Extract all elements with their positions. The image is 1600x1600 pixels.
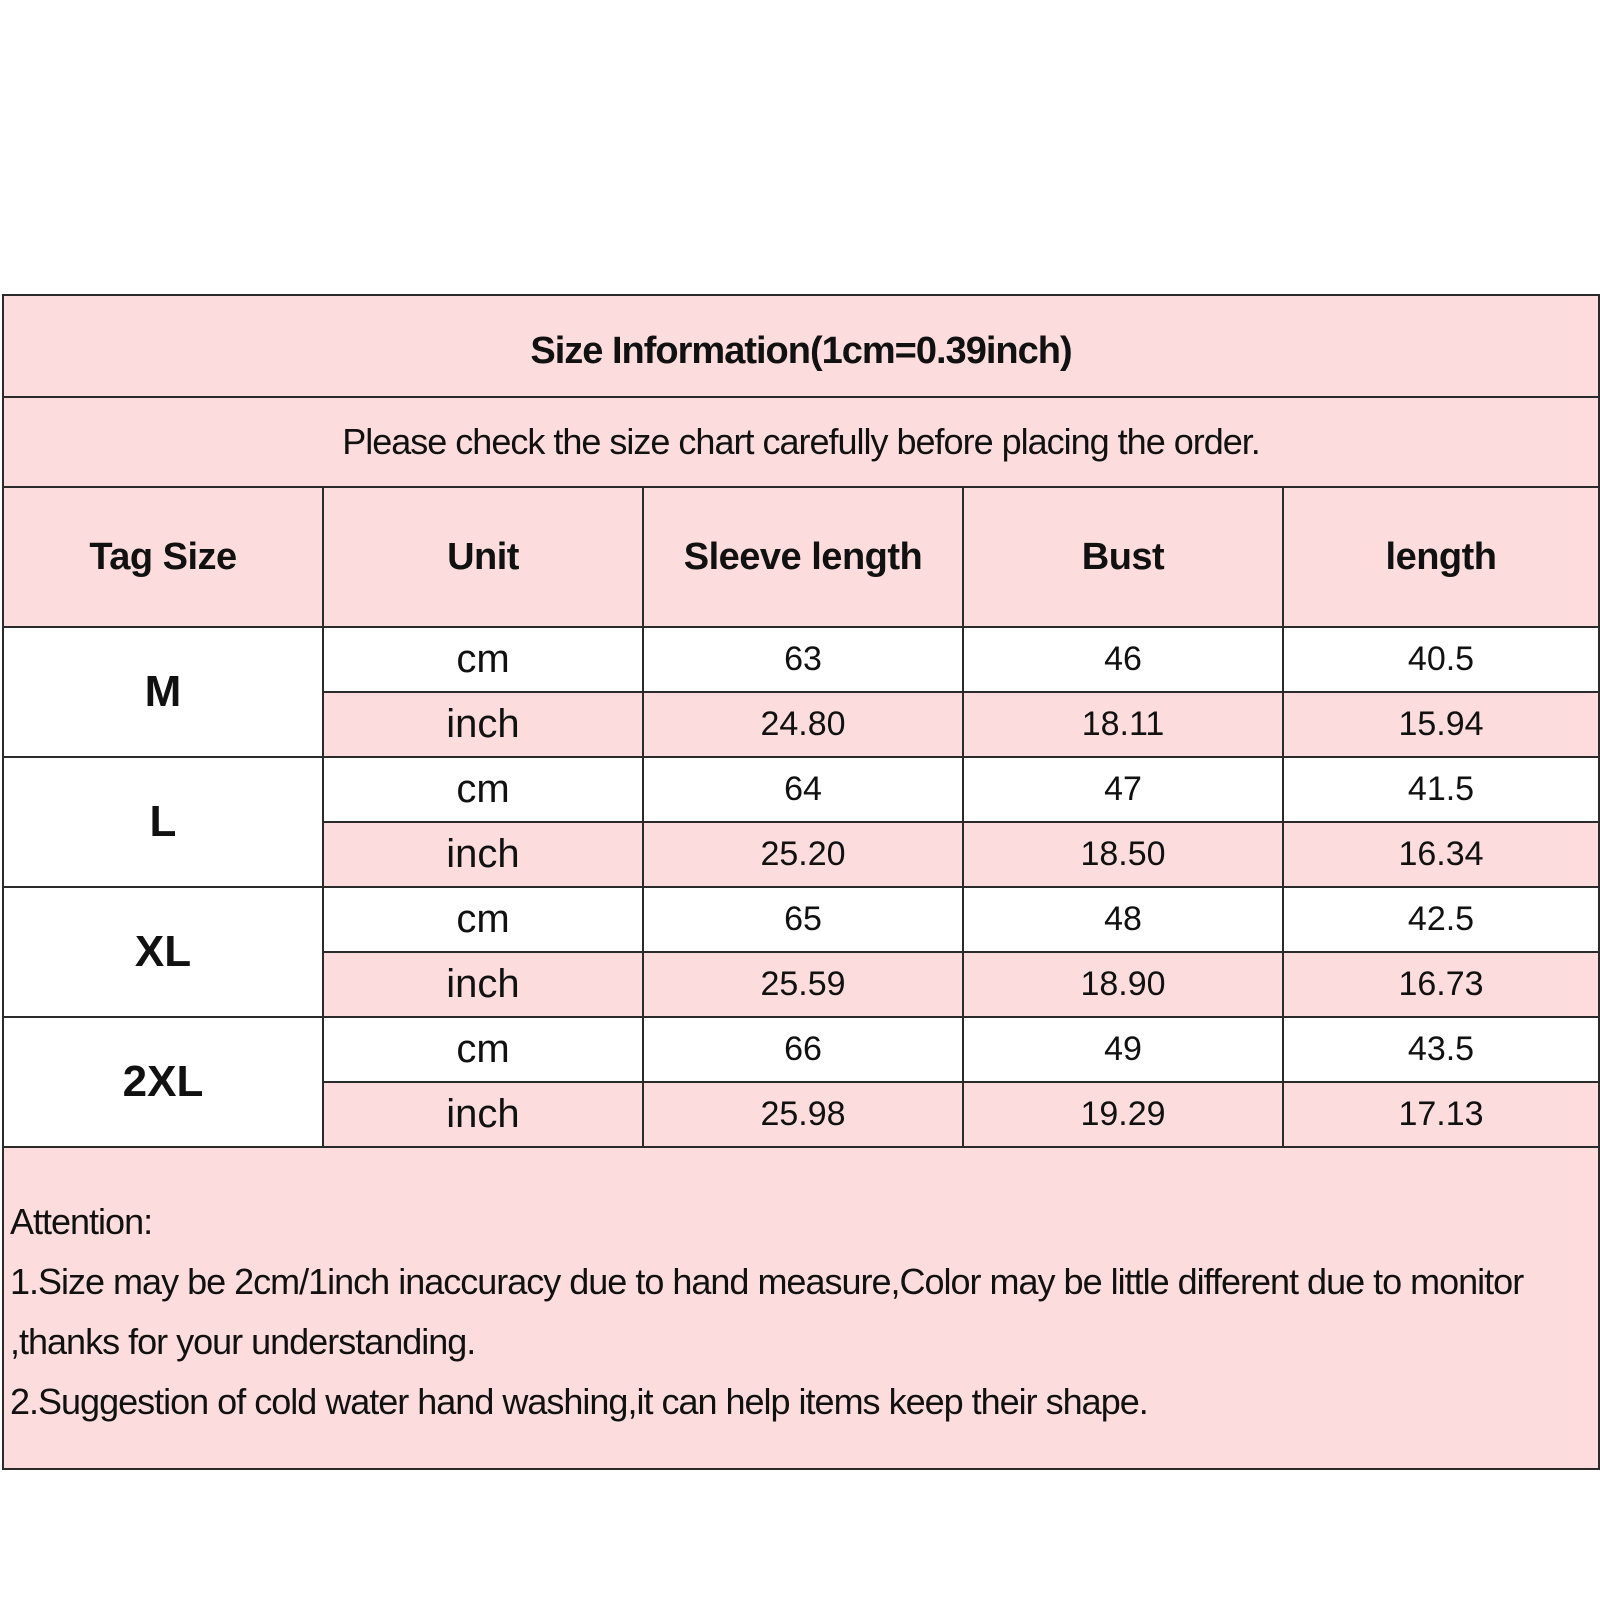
notes-line-1: 1.Size may be 2cm/1inch inaccuracy due to hand measure,Color may be little different due to monitor <box>10 1261 1524 1302</box>
subtitle-row <box>3 397 1599 487</box>
header-length: length <box>1283 487 1599 627</box>
sleeve-value: 65 <box>643 887 963 952</box>
length-value: 42.5 <box>1283 887 1599 952</box>
length-value: 40.5 <box>1283 627 1599 692</box>
bust-value: 46 <box>963 627 1283 692</box>
unit-cell: inch <box>323 952 643 1017</box>
length-value: 16.34 <box>1283 822 1599 887</box>
chart-title: Size Information(1cm=0.39inch) <box>3 295 1599 397</box>
table-row <box>3 1017 1599 1082</box>
length-value: 17.13 <box>1283 1082 1599 1147</box>
table-row <box>3 887 1599 952</box>
header-sleeve-length: Sleeve length <box>643 487 963 627</box>
unit-cell: inch <box>323 1082 643 1147</box>
sleeve-value: 24.80 <box>643 692 963 757</box>
bust-value: 19.29 <box>963 1082 1283 1147</box>
header-unit: Unit <box>323 487 643 627</box>
table-row <box>3 627 1599 692</box>
table-row <box>3 757 1599 822</box>
header-row <box>3 487 1599 627</box>
sleeve-value: 25.59 <box>643 952 963 1017</box>
notes-line-2: 2.Suggestion of cold water hand washing,it can help items keep their shape. <box>10 1381 1148 1422</box>
sleeve-value: 25.98 <box>643 1082 963 1147</box>
bust-value: 47 <box>963 757 1283 822</box>
length-value: 15.94 <box>1283 692 1599 757</box>
tag-size-cell: XL <box>3 887 323 1017</box>
header-tag-size: Tag Size <box>3 487 323 627</box>
attention-notes <box>3 1147 1599 1469</box>
notes-row <box>3 1147 1599 1469</box>
length-value: 41.5 <box>1283 757 1599 822</box>
unit-cell: cm <box>323 887 643 952</box>
size-chart-table <box>2 294 1600 1470</box>
unit-cell: cm <box>323 757 643 822</box>
chart-subtitle: Please check the size chart carefully before placing the order. <box>3 397 1599 487</box>
title-row <box>3 295 1599 397</box>
sleeve-value: 66 <box>643 1017 963 1082</box>
header-bust: Bust <box>963 487 1283 627</box>
sleeve-value: 25.20 <box>643 822 963 887</box>
bust-value: 18.11 <box>963 692 1283 757</box>
bust-value: 18.50 <box>963 822 1283 887</box>
notes-heading: Attention: <box>10 1201 153 1242</box>
notes-line-1-continued: ,thanks for your understanding. <box>10 1321 476 1362</box>
tag-size-cell: L <box>3 757 323 887</box>
sleeve-value: 63 <box>643 627 963 692</box>
length-value: 43.5 <box>1283 1017 1599 1082</box>
tag-size-cell: 2XL <box>3 1017 323 1147</box>
tag-size-cell: M <box>3 627 323 757</box>
unit-cell: inch <box>323 822 643 887</box>
unit-cell: cm <box>323 1017 643 1082</box>
bust-value: 49 <box>963 1017 1283 1082</box>
length-value: 16.73 <box>1283 952 1599 1017</box>
sleeve-value: 64 <box>643 757 963 822</box>
unit-cell: cm <box>323 627 643 692</box>
bust-value: 18.90 <box>963 952 1283 1017</box>
bust-value: 48 <box>963 887 1283 952</box>
unit-cell: inch <box>323 692 643 757</box>
